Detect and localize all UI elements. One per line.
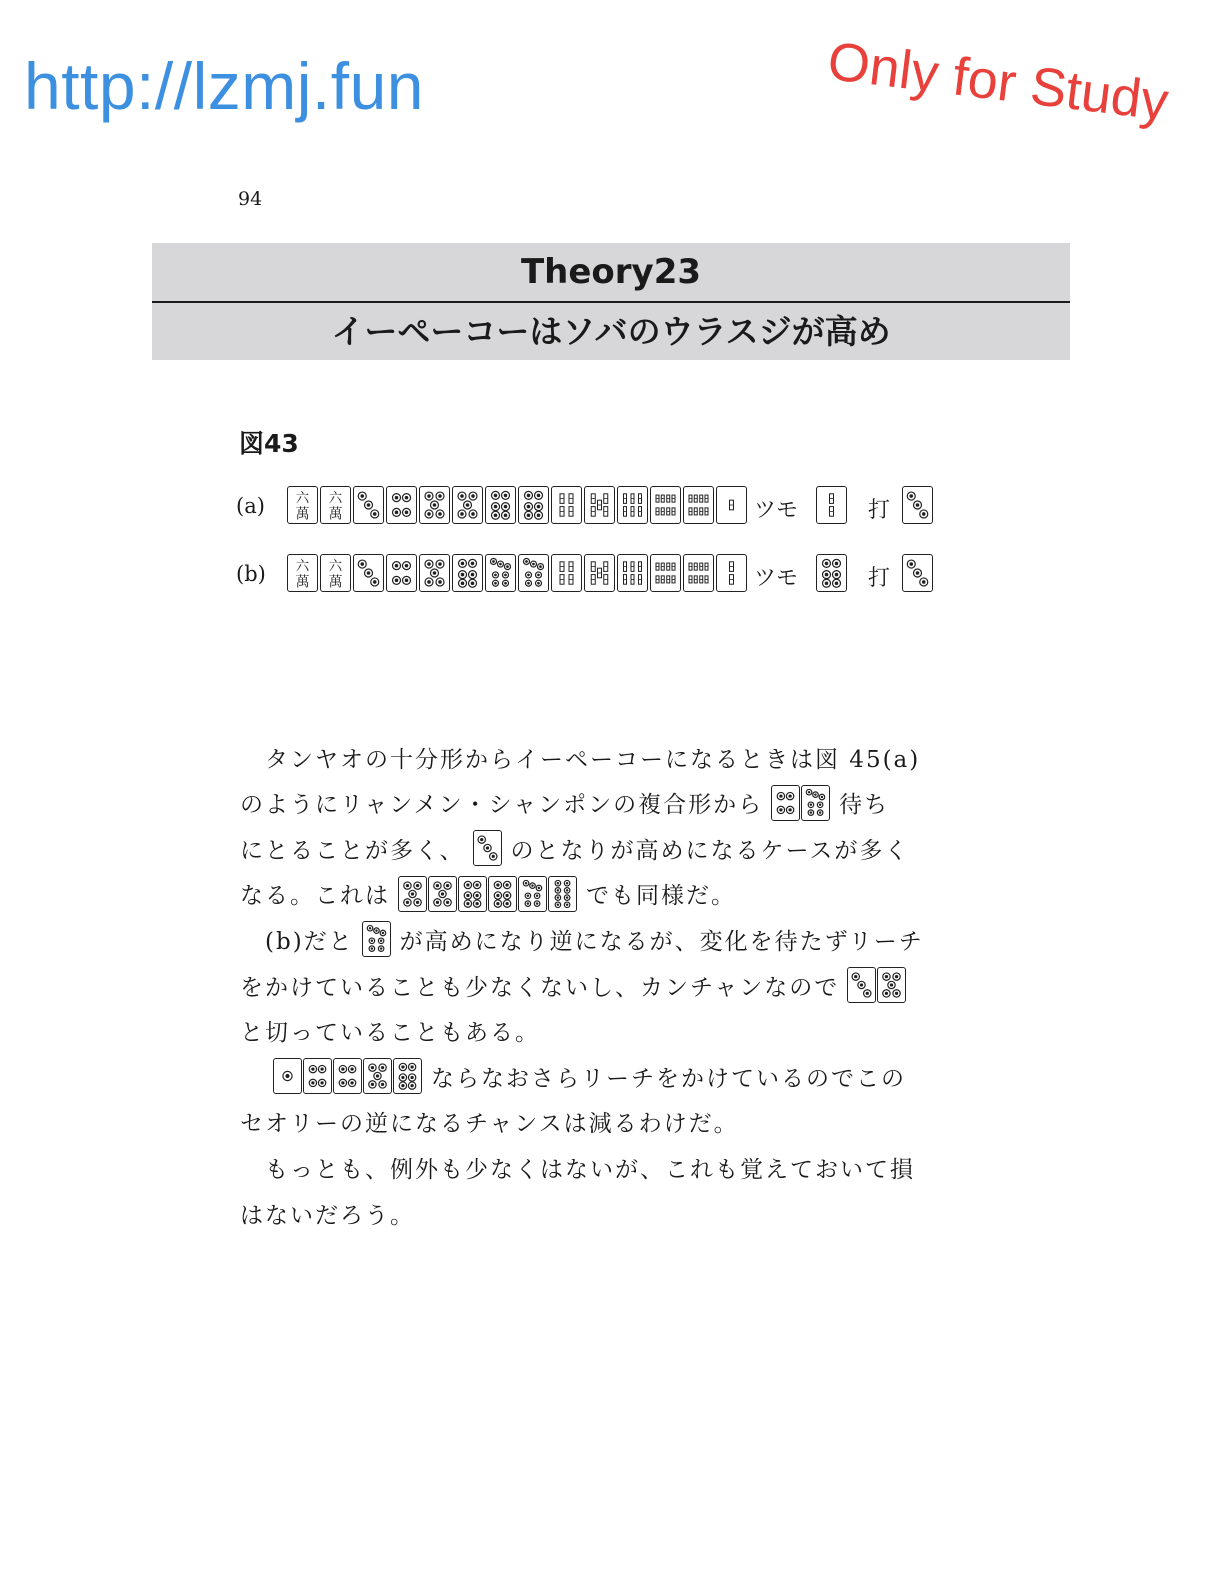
svg-text:萬: 萬 (295, 574, 310, 589)
tile-6-pin-icon (816, 554, 847, 592)
body-line (240, 781, 950, 825)
discard-label: 打 (868, 498, 891, 523)
tile-8-sou-icon (650, 554, 681, 592)
tile-3-pin-icon (473, 830, 502, 866)
tile-4-pin-icon (333, 1058, 362, 1094)
tile-6-pin-icon (518, 486, 549, 524)
body-line (240, 1191, 950, 1235)
hand-tiles (287, 554, 749, 592)
tile-4-pin-icon (771, 785, 800, 821)
tile-8-sou-icon (683, 554, 714, 592)
body-line (240, 826, 950, 870)
inline-tile-group (771, 785, 831, 821)
body-text-span: のようにリャンメン・シャンポンの複合形から (240, 792, 764, 819)
tile-6-pin-icon (488, 876, 517, 912)
tsumo-tile-slot (816, 486, 849, 524)
discard-tile-slot (902, 486, 935, 524)
inline-tile-group (473, 830, 503, 866)
tile-3-pin-icon (353, 486, 384, 524)
svg-text:萬: 萬 (328, 574, 343, 589)
tile-6-man-icon (287, 486, 318, 524)
body-line (240, 1054, 950, 1098)
tile-6-sou-icon (617, 554, 648, 592)
body-line (240, 1145, 950, 1189)
body-text-span: はないだろう。 (240, 1202, 415, 1229)
tile-3-pin-icon (902, 486, 933, 524)
tile-8-sou-icon (650, 486, 681, 524)
body-text-span: もっとも、例外も少なくはないが、これも覚えておいて損 (240, 1156, 915, 1183)
body-text-span (240, 1060, 265, 1093)
discard-label: 打 (868, 566, 891, 591)
tile-7-pin-icon (485, 554, 516, 592)
watermark-url: http://lzmj.fun (24, 49, 424, 123)
svg-text:六: 六 (328, 491, 343, 507)
hand-tiles (287, 486, 749, 524)
body-line (240, 1100, 950, 1144)
hand-label: (b) (236, 562, 266, 586)
hand-row-a (236, 486, 996, 528)
svg-text:六: 六 (295, 559, 310, 575)
tile-3-pin-icon (847, 967, 876, 1003)
inline-tile-group (273, 1058, 423, 1094)
body-text-span: 待ち (839, 792, 890, 819)
tile-5-pin-icon (419, 554, 450, 592)
tile-5-sou-icon (584, 486, 615, 524)
svg-text:萬: 萬 (295, 506, 310, 521)
tile-5-pin-icon (877, 967, 906, 1003)
tile-4-pin-icon (386, 554, 417, 592)
tsumo-label: ツモ (754, 566, 799, 591)
hand-label: (a) (236, 494, 265, 518)
body-line (240, 963, 950, 1007)
hand-row-b (236, 554, 996, 596)
tile-5-sou-icon (584, 554, 615, 592)
tile-4-pin-icon (303, 1058, 332, 1094)
tile-6-sou-icon (617, 486, 648, 524)
inline-tile-group (362, 921, 392, 957)
body-text-span: タンヤオの十分形からイーペーコーになるときは図 45(a) (240, 746, 921, 773)
tile-4-sou-icon (551, 554, 582, 592)
body-text-span: をかけていることも少なくないし、カンチャンなので (240, 974, 840, 1001)
tile-7-pin-icon (518, 876, 547, 912)
tile-6-pin-icon (485, 486, 516, 524)
discard-tile-slot (902, 554, 935, 592)
tsumo-label: ツモ (754, 498, 799, 523)
body-text-span: セオリーの逆になるチャンスは減るわけだ。 (240, 1111, 739, 1138)
tile-4-pin-icon (386, 486, 417, 524)
tile-2-sou-icon (716, 554, 747, 592)
inline-tile-group (398, 876, 578, 912)
tile-7-pin-icon (801, 785, 830, 821)
tsumo-tile-slot (816, 554, 849, 592)
body-line (240, 872, 950, 916)
body-text-span: のとなりが高めになるケースが多く (510, 837, 910, 864)
svg-text:萬: 萬 (328, 506, 343, 521)
theory-title: Theory23 (152, 243, 1070, 303)
tile-6-pin-icon (393, 1058, 422, 1094)
tile-6-pin-icon (452, 554, 483, 592)
tile-6-man-icon (320, 486, 351, 524)
figure-label: 図43 (239, 429, 299, 458)
tile-7-pin-icon (518, 554, 549, 592)
body-text-span: が高めになり逆になるが、変化を待たずリーチ (399, 928, 924, 955)
body-text-span: にとることが多く、 (240, 837, 465, 864)
tile-6-man-icon (287, 554, 318, 592)
tile-5-pin-icon (398, 876, 427, 912)
tile-6-man-icon (320, 554, 351, 592)
tile-5-pin-icon (419, 486, 450, 524)
svg-text:六: 六 (295, 491, 310, 507)
chapter-subtitle: イーペーコーはソバのウラスジが高め (331, 312, 891, 351)
tile-1-pin-icon (273, 1058, 302, 1094)
tile-8-sou-icon (683, 486, 714, 524)
body-text-span: ならなおさらリーチをかけているのでこの (431, 1065, 906, 1092)
tile-6-pin-icon (458, 876, 487, 912)
tile-5-pin-icon (363, 1058, 392, 1094)
tile-7-pin-icon (362, 921, 391, 957)
tile-8-pin-icon (548, 876, 577, 912)
body-text-span: (b)だと (240, 928, 354, 955)
tile-2-sou-icon (816, 486, 847, 524)
watermark-study: Only for Study (824, 30, 1172, 133)
body-line (240, 917, 950, 961)
page-number: 94 (238, 188, 263, 210)
body-text-span: と切っていることもある。 (240, 1020, 540, 1047)
chapter-header (152, 243, 1070, 360)
tile-1-sou-icon (716, 486, 747, 524)
tile-5-pin-icon (428, 876, 457, 912)
tile-5-pin-icon (452, 486, 483, 524)
tile-3-pin-icon (353, 554, 384, 592)
body-text-span: でも同様だ。 (586, 883, 736, 910)
body-line (240, 1009, 950, 1053)
tile-4-sou-icon (551, 486, 582, 524)
body-line (240, 735, 950, 779)
body-text-span: なる。これは (240, 883, 390, 910)
svg-text:六: 六 (328, 559, 343, 575)
inline-tile-group (847, 967, 907, 1003)
tile-3-pin-icon (902, 554, 933, 592)
